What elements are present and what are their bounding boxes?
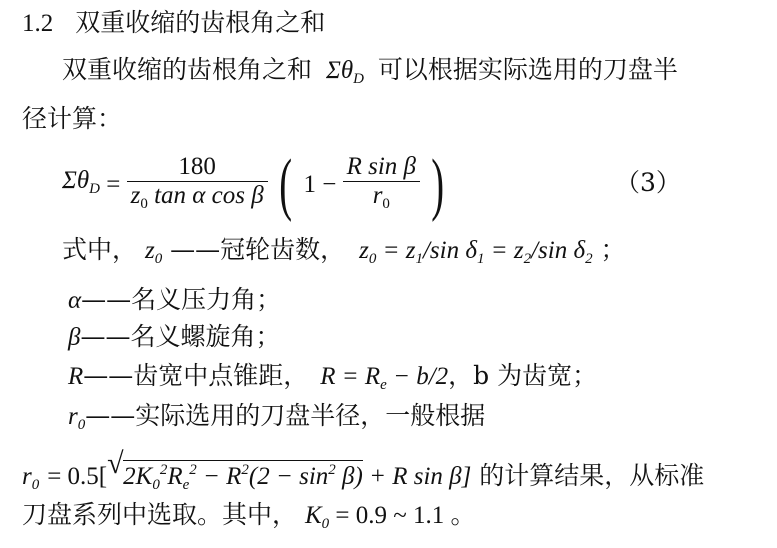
- z0-eq-sub1b: 1: [476, 251, 485, 267]
- r0-description: ——实际选用的刀盘半径，一般根据: [85, 401, 486, 430]
- eq3-one-minus: 1 −: [303, 171, 337, 198]
- last-line: [22, 500, 476, 539]
- eq3-inner-den-sub: 0: [382, 195, 390, 212]
- z0-eq-mid2: = z: [490, 237, 524, 264]
- z0-eq-symbol: z: [359, 237, 369, 264]
- alpha-line: [68, 285, 281, 316]
- eq3-den-trig: tan α cos β: [154, 181, 264, 209]
- z0-description: ——冠轮齿数，: [170, 235, 346, 264]
- where-lead: 式中，: [62, 235, 138, 264]
- rad-a-sup: 2: [159, 462, 168, 478]
- alpha-description: ——名义压力角；: [81, 285, 282, 314]
- k0-sub: 0: [321, 516, 330, 532]
- section-heading: [22, 8, 325, 39]
- R-eq-sub: e: [380, 377, 387, 393]
- sqrt-radical: √ $2K_0^2R_e^2 - R^2(2 - \sin^2 \beta)$: [107, 447, 363, 493]
- rad-c-sup: 2: [241, 462, 249, 478]
- R-line: [68, 361, 597, 400]
- rad-e: β): [335, 463, 363, 490]
- formula-lhs-sub: 0: [31, 477, 40, 493]
- z0-eq-end: ；: [600, 235, 626, 264]
- k0-symbol: K: [304, 502, 322, 529]
- rad-b-sub: e: [182, 477, 190, 493]
- R-eq-tail: − b/2: [386, 363, 449, 390]
- R-symbol: R: [68, 363, 84, 390]
- section-title: 双重收缩的齿根角之和: [75, 8, 326, 37]
- paragraph-line-2: [22, 104, 122, 134]
- beta-description: ——名义螺旋角；: [80, 322, 281, 351]
- formula-text: 的计算结果，从标准: [471, 461, 705, 490]
- beta-line: [68, 322, 280, 353]
- last-text: 刀盘系列中选取。其中，: [22, 500, 298, 529]
- rad-d: (2 − sin: [248, 463, 329, 490]
- R-description: ——齿宽中点锥距，: [83, 361, 309, 390]
- formula-eq: = 0.5[: [47, 463, 108, 490]
- eq3-main-fraction: [127, 153, 268, 218]
- equation-tag: （3）: [615, 168, 681, 197]
- z0-eq-sub: 0: [368, 251, 377, 267]
- z0-eq-mid: /sin δ: [422, 237, 477, 264]
- eq3-lhs: Σθ: [62, 167, 90, 194]
- R-tail: ，b 为齿宽；: [448, 361, 598, 390]
- eq3-inner-numerator: R sin β: [346, 152, 417, 180]
- R-eq: R = R: [320, 363, 381, 390]
- formula-tail: + R sin β]: [362, 463, 472, 490]
- sum-theta-sub: D: [353, 71, 364, 87]
- formula-lhs: r: [22, 463, 32, 490]
- z0-symbol: z: [144, 237, 155, 264]
- alpha-symbol: α: [68, 287, 82, 314]
- section-number: 1.2: [22, 10, 54, 37]
- beta-symbol: β: [68, 324, 81, 351]
- rad-c: − R: [196, 463, 242, 490]
- eq3-lhs-sub: D: [89, 181, 100, 197]
- r0-symbol: r: [68, 403, 78, 430]
- z0-sub: 0: [154, 251, 163, 267]
- formula-line: [22, 447, 705, 500]
- z0-eq-sub2b: 2: [585, 251, 593, 267]
- eq3-inner-den: r: [372, 181, 383, 209]
- para1-text-c: 径计算：: [22, 104, 123, 133]
- z0-eq-sub2: 2: [523, 251, 532, 267]
- equation-3: $\Sigma\theta_D$ = $\frac{180}{z_0 \tan \alpha \cos \beta}$ ( 1 − $\frac{\text{R sin β}}{r_0}$ ): [62, 146, 445, 223]
- para1-text-b: 可以根据实际选用的刀盘半: [377, 55, 678, 84]
- k0-value: = 0.9 ~ 1.1 。: [329, 502, 476, 529]
- z0-eq-sub1: 1: [415, 251, 423, 267]
- paragraph-line-1: [62, 55, 678, 94]
- r0-sub: 0: [77, 417, 86, 433]
- eq3-den-z-sub: 0: [140, 195, 148, 212]
- rad-a: 2K: [123, 463, 153, 490]
- eq3-inner-fraction: [343, 153, 420, 218]
- sum-theta-symbol: Σθ: [325, 57, 354, 84]
- where-line: [62, 235, 626, 274]
- eq3-numerator: 180: [178, 152, 216, 180]
- z0-eq-mid3: /sin δ: [531, 237, 586, 264]
- rad-d-sup: 2: [328, 462, 336, 478]
- rad-b: R: [167, 463, 183, 490]
- eq3-den-z: z: [130, 181, 141, 209]
- rad-b-sup: 2: [189, 462, 197, 478]
- rad-a-sub: 0: [152, 477, 160, 493]
- z0-eq-1: = z: [382, 237, 416, 264]
- para1-text-a: 双重收缩的齿根角之和: [62, 55, 313, 84]
- r0-line: [68, 401, 485, 440]
